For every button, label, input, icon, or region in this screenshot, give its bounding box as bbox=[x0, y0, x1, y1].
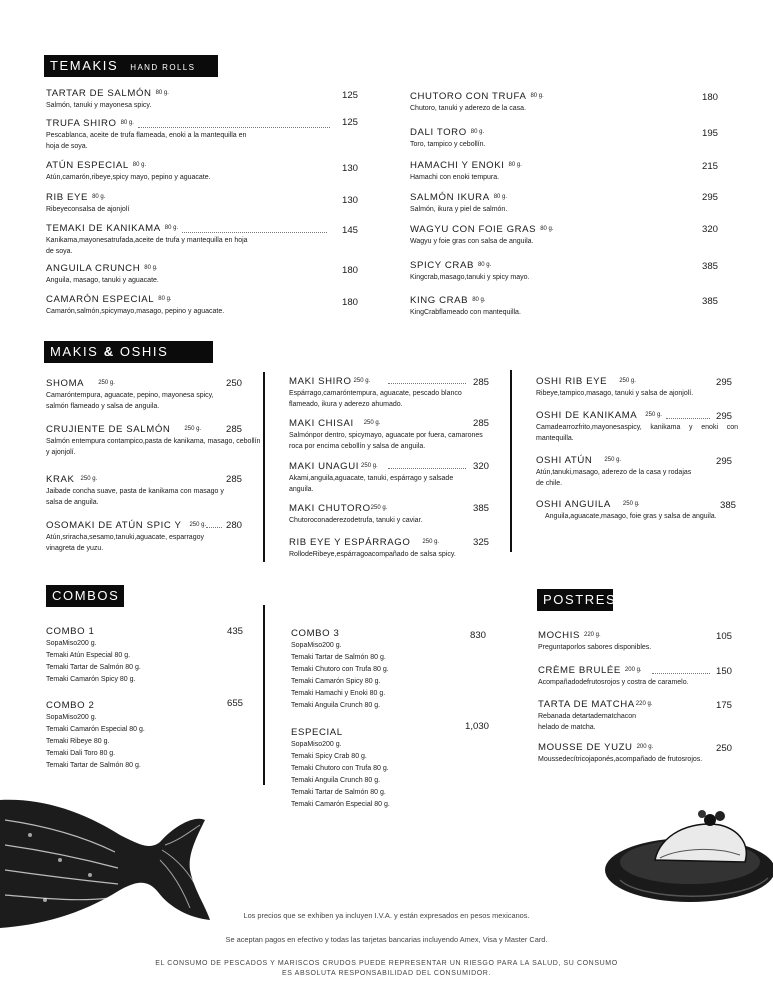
item-price: 320 bbox=[701, 224, 718, 235]
item-description: KingCrabflameado con mantequilla. bbox=[410, 309, 521, 316]
item-price: 385 bbox=[719, 500, 736, 511]
item-name: KRAK bbox=[46, 474, 75, 485]
item-price: 250 bbox=[225, 378, 242, 389]
item-price: 295 bbox=[715, 456, 732, 467]
item-description: Preguntaporlos sabores disponibles. bbox=[538, 644, 652, 651]
item-description: Kanikama,mayonesatrufada,aceite de trufa y mantequilla en hoja de soya. bbox=[46, 237, 248, 255]
item-price: 385 bbox=[701, 261, 718, 272]
menu-item bbox=[410, 160, 650, 183]
item-weight: 250 g. bbox=[361, 463, 378, 469]
item-description: Ribeyeconsalsa de ajonjolí bbox=[46, 206, 130, 213]
item-weight: 250 g. bbox=[619, 378, 636, 384]
item-name: OSHI ATÚN bbox=[536, 455, 593, 466]
combo-line: Temaki Tartar de Salmón 80 g. bbox=[46, 762, 141, 769]
item-weight: 80 g. bbox=[92, 194, 106, 200]
item-description: Camarón,salmón,spicymayo,masago, pepino y aguacate. bbox=[46, 308, 225, 315]
item-name: MOCHIS bbox=[538, 630, 580, 641]
item-description: Salmón entempura contampico,pasta de kanikama, masago, cebollín y ajonjolí. bbox=[46, 438, 261, 456]
menu-item bbox=[46, 88, 266, 111]
item-description: Chutoro, tanuki y aderezo de la casa. bbox=[410, 105, 526, 112]
item-price: 215 bbox=[701, 161, 718, 172]
postres-header bbox=[537, 589, 617, 611]
item-weight: 80 g. bbox=[470, 129, 485, 135]
item-name: SHOMA bbox=[46, 378, 85, 389]
combo-line: Temaki Tartar de Salmón 80 g. bbox=[291, 654, 386, 661]
column-divider bbox=[263, 372, 265, 562]
item-name: TEMAKI DE KANIKAMA bbox=[46, 223, 161, 234]
item-price: 180 bbox=[701, 92, 718, 103]
combo-line: Temaki Camarón Especial 80 g. bbox=[291, 801, 390, 808]
item-name: CAMARÓN ESPECIAL bbox=[46, 294, 155, 305]
menu-item bbox=[410, 260, 650, 283]
item-weight: 80 g. bbox=[472, 297, 486, 303]
item-weight: 80 g. bbox=[540, 226, 554, 232]
combo-line: Temaki Hamachi y Enoki 80 g. bbox=[291, 690, 386, 697]
temakis-title: TEMAKIS bbox=[50, 58, 119, 73]
item-name: SPICY CRAB bbox=[410, 260, 474, 271]
combo-price: 435 bbox=[226, 626, 243, 637]
item-weight: 80 g. bbox=[120, 120, 134, 126]
item-description: Jaibade concha suave, pasta de kanikama con masago y salsa de anguila. bbox=[46, 488, 224, 506]
menu-item bbox=[410, 295, 650, 318]
item-price: 280 bbox=[225, 520, 242, 531]
item-weight: 200 g. bbox=[624, 667, 642, 673]
item-weight: 80 g. bbox=[132, 162, 147, 168]
item-name: CRÈME BRULÉE bbox=[538, 665, 621, 676]
item-description: RollodeRibeye,espárragoacompañado de salsa spicy. bbox=[289, 551, 456, 558]
item-description: Anguila,aguacate,masago, foie gras y salsa de anguila. bbox=[545, 513, 717, 520]
temakis-subtitle: HAND ROLLS bbox=[130, 63, 196, 72]
item-weight: 80 g. bbox=[493, 194, 508, 200]
item-price: 175 bbox=[715, 700, 732, 711]
combo-line: SopaMiso200 g. bbox=[46, 714, 97, 721]
makis-oshis-header bbox=[44, 341, 213, 363]
item-weight: 200 g. bbox=[636, 744, 654, 750]
item-description: Pescablanca, aceite de trufa flameada, enoki a la mantequilla en hoja de soya. bbox=[46, 132, 247, 150]
item-weight: 80 g. bbox=[155, 90, 169, 96]
item-price: 295 bbox=[701, 192, 718, 203]
item-weight: 250 g. bbox=[422, 539, 440, 545]
tax-note: Los precios que se exhiben ya incluyen I.V.A. y están expresados en pesos mexicanos. bbox=[243, 911, 530, 920]
menu-item bbox=[410, 91, 650, 114]
item-price: 125 bbox=[341, 117, 358, 128]
item-price: 385 bbox=[472, 503, 489, 514]
item-weight: 250 g. bbox=[353, 378, 371, 384]
item-weight: 250 g. bbox=[363, 420, 381, 426]
item-weight: 250 g. bbox=[622, 501, 640, 507]
combo-price: 1,030 bbox=[464, 721, 489, 732]
item-description: Hamachi con enoki tempura. bbox=[410, 174, 500, 181]
combo-name: ESPECIAL bbox=[291, 727, 343, 738]
item-weight: 250 g. bbox=[80, 476, 98, 482]
item-price: 295 bbox=[715, 411, 732, 422]
menu-item bbox=[289, 376, 474, 410]
item-weight: 220 g. bbox=[583, 632, 601, 638]
health-warning-cont: ES ABSOLUTA RESPONSABILIDAD DEL CONSUMIDOR. bbox=[281, 970, 491, 977]
item-weight: 250 g. bbox=[604, 457, 622, 463]
item-weight: 80 g. bbox=[530, 93, 544, 99]
menu-item bbox=[410, 224, 650, 247]
item-name: MAKI CHISAI bbox=[289, 418, 354, 429]
item-description: Atún,tanuki,masago, aderezo de la casa y rodajas de chile. bbox=[536, 469, 692, 487]
column-divider bbox=[510, 370, 512, 552]
postres-title: POSTRES bbox=[543, 592, 617, 607]
item-name: CRUJIENTE DE SALMÓN bbox=[46, 424, 171, 435]
item-name: TARTAR DE SALMÓN bbox=[46, 88, 152, 99]
item-description: Moussedecítricojaponés,acompañado de frutosrojos. bbox=[538, 756, 703, 763]
item-price: 285 bbox=[225, 474, 242, 485]
combo-name: COMBO 1 bbox=[46, 626, 95, 637]
item-name: OSHI RIB EYE bbox=[536, 376, 608, 387]
item-name: OSHI ANGUILA bbox=[536, 499, 611, 510]
menu-item bbox=[536, 455, 696, 489]
item-name: OSOMAKI DE ATÚN SPIC Y bbox=[46, 520, 182, 531]
item-weight: 250 g. bbox=[189, 522, 207, 528]
menu-item bbox=[46, 378, 221, 412]
combo-price: 655 bbox=[226, 698, 243, 709]
item-name: CHUTORO CON TRUFA bbox=[410, 91, 527, 102]
oshis-title: OSHIS bbox=[119, 344, 169, 359]
item-name: KING CRAB bbox=[410, 295, 469, 306]
menu-item bbox=[46, 192, 276, 215]
item-weight: 80 g. bbox=[508, 162, 522, 168]
item-description: Ribeye,tampico,masago, tanuki y salsa de ajonjolí. bbox=[536, 390, 694, 397]
makis-title: MAKIS bbox=[50, 344, 99, 359]
item-description: Wagyu y foie gras con salsa de anguila. bbox=[410, 238, 534, 245]
item-name: TRUFA SHIRO bbox=[46, 118, 117, 129]
item-name: RIB EYE bbox=[46, 192, 89, 203]
item-description: Chutoroconaderezodetrufa, tanuki y caviar. bbox=[289, 517, 423, 524]
combo-name: COMBO 2 bbox=[46, 700, 95, 711]
item-name: WAGYU CON FOIE GRAS bbox=[410, 224, 537, 235]
item-name: DALI TORO bbox=[410, 127, 467, 138]
combo-line: Temaki Camarón Spicy 80 g. bbox=[291, 678, 381, 685]
combo-name: COMBO 3 bbox=[291, 628, 340, 639]
combo-line: Temaki Camarón Especial 80 g. bbox=[46, 726, 145, 733]
item-price: 295 bbox=[715, 377, 732, 388]
combo-line: SopaMiso200 g. bbox=[291, 741, 342, 748]
combo-line: Temaki Camarón Spicy 80 g. bbox=[46, 676, 136, 683]
item-description: Acompañadodefrutosrojos y costra de caramelo. bbox=[538, 679, 689, 686]
combo-line: Temaki Anguila Crunch 80 g. bbox=[291, 777, 381, 784]
item-description: Rebanada detartadematchacon helado de matcha. bbox=[538, 713, 637, 731]
ampersand: & bbox=[103, 344, 115, 359]
combo-line: Temaki Chutoro con Trufa 80 g. bbox=[291, 666, 389, 673]
item-description: Salmón, ikura y piel de salmón. bbox=[410, 206, 508, 213]
item-name: HAMACHI Y ENOKI bbox=[410, 160, 505, 171]
item-name: MAKI CHUTORO bbox=[289, 503, 371, 514]
menu-item bbox=[46, 474, 226, 508]
item-price: 285 bbox=[472, 377, 489, 388]
menu-item bbox=[410, 192, 650, 215]
item-name: ANGUILA CRUNCH bbox=[46, 263, 141, 274]
menu-item bbox=[46, 223, 256, 257]
combos-title: COMBOS bbox=[52, 588, 120, 603]
item-description: Akami,anguila,aguacate, tanuki, espárrago y salsade anguila. bbox=[289, 475, 454, 493]
combo-line: Temaki Anguila Crunch 80 g. bbox=[291, 702, 381, 709]
item-weight: 250 g. bbox=[98, 380, 115, 386]
item-price: 180 bbox=[341, 297, 358, 308]
dessert-plate-illustration bbox=[600, 800, 773, 910]
combo-line: Temaki Tartar de Salmón 80 g. bbox=[46, 664, 141, 671]
item-price: 250 bbox=[715, 743, 732, 754]
menu-item bbox=[46, 294, 286, 317]
item-name: MAKI UNAGUI bbox=[289, 461, 360, 472]
item-price: 105 bbox=[715, 631, 732, 642]
item-price: 145 bbox=[341, 225, 358, 236]
item-description: Kingcrab,masago,tanuki y spicy mayo. bbox=[410, 274, 530, 281]
item-weight: 250 g. bbox=[370, 505, 388, 511]
item-weight: 80 g. bbox=[477, 262, 492, 268]
menu-item bbox=[538, 699, 698, 733]
item-price: 285 bbox=[225, 424, 242, 435]
item-weight: 80 g. bbox=[158, 296, 172, 302]
item-price: 385 bbox=[701, 296, 718, 307]
item-weight: 250 g. bbox=[184, 426, 202, 432]
item-price: 130 bbox=[341, 163, 358, 174]
item-price: 125 bbox=[341, 90, 358, 101]
dotted-leader bbox=[182, 232, 327, 233]
item-weight: 250 g. bbox=[645, 412, 662, 418]
combo-line: Temaki Dali Toro 80 g. bbox=[46, 750, 116, 757]
combo-line: SopaMiso200 g. bbox=[291, 642, 342, 649]
item-description: Salmón, tanuki y mayonesa spicy. bbox=[46, 102, 152, 109]
item-description: Salmónpor dentro, spicymayo, aguacate por fuera, camarones roca por encima cebollín y salsa de anguila. bbox=[289, 432, 483, 450]
item-description: Anguila, masago, tanuki y aguacate. bbox=[46, 277, 159, 284]
item-price: 195 bbox=[701, 128, 718, 139]
combo-line: Temaki Atún Especial 80 g. bbox=[46, 652, 131, 659]
item-name: ATÚN ESPECIAL bbox=[46, 160, 129, 171]
combo-line: Temaki Tartar de Salmón 80 g. bbox=[291, 789, 386, 796]
temakis-header bbox=[44, 55, 218, 77]
combo-line: Temaki Spicy Crab 80 g. bbox=[291, 753, 367, 760]
item-description: Camaróntempura, aguacate, pepino, mayonesa spicy, salmón flameado y salsa de anguila. bbox=[46, 392, 214, 410]
item-name: RIB EYE Y ESPÁRRAGO bbox=[289, 537, 411, 548]
item-description: Espárrago,camaróntempura, aguacate, pescado blanco flameado, ikura y aderezo ahumado. bbox=[289, 390, 462, 408]
item-price: 285 bbox=[472, 418, 489, 429]
combo-line: SopaMiso200 g. bbox=[46, 640, 97, 647]
menu-item bbox=[46, 263, 276, 286]
item-description: Toro, tampico y cebollín. bbox=[410, 141, 486, 148]
item-weight: 80 g. bbox=[144, 265, 158, 271]
dotted-leader bbox=[138, 127, 330, 128]
item-price: 150 bbox=[715, 666, 732, 677]
item-description: Camadearrozfrito,mayonesaspicy, kanikama y enoki con mantequilla. bbox=[536, 424, 738, 442]
item-name: MOUSSE DE YUZU bbox=[538, 742, 633, 753]
item-price: 320 bbox=[472, 461, 489, 472]
menu-item bbox=[46, 160, 276, 183]
item-price: 180 bbox=[341, 265, 358, 276]
item-name: OSHI DE KANIKAMA bbox=[536, 410, 638, 421]
item-description: Atún,sriracha,sesamo,tanuki,aguacate, esparragoy vinagreta de yuzu. bbox=[46, 534, 204, 552]
item-name: MAKI SHIRO bbox=[289, 376, 352, 387]
item-weight: 80 g. bbox=[164, 225, 179, 231]
payment-note: Se aceptan pagos en efectivo y todas las tarjetas bancarias incluyendo Amex, Visa y Master Card. bbox=[225, 935, 548, 944]
combo-line: Temaki Ribeye 80 g. bbox=[46, 738, 110, 745]
combos-header bbox=[46, 585, 124, 607]
health-warning: EL CONSUMO DE PESCADOS Y MARISCOS CRUDOS PUEDE REPRESENTAR UN RIESGO PARA LA SALUD, SU CONSUMO bbox=[155, 960, 618, 967]
menu-item bbox=[46, 118, 256, 152]
item-price: 325 bbox=[472, 537, 489, 548]
item-price: 130 bbox=[341, 195, 358, 206]
combo-item bbox=[291, 727, 491, 810]
combo-price: 830 bbox=[469, 630, 486, 641]
column-divider bbox=[263, 605, 265, 785]
menu-item bbox=[410, 127, 650, 150]
item-name: TARTA DE MATCHA bbox=[538, 699, 635, 710]
item-weight: 220 g. bbox=[635, 701, 653, 707]
combo-item bbox=[46, 700, 246, 771]
item-description: Atún,camarón,ribeye,spicy mayo, pepino y aguacate. bbox=[46, 174, 211, 181]
item-name: SALMÓN IKURA bbox=[410, 192, 490, 203]
combo-line: Temaki Chutoro con Trufa 80 g. bbox=[291, 765, 389, 772]
